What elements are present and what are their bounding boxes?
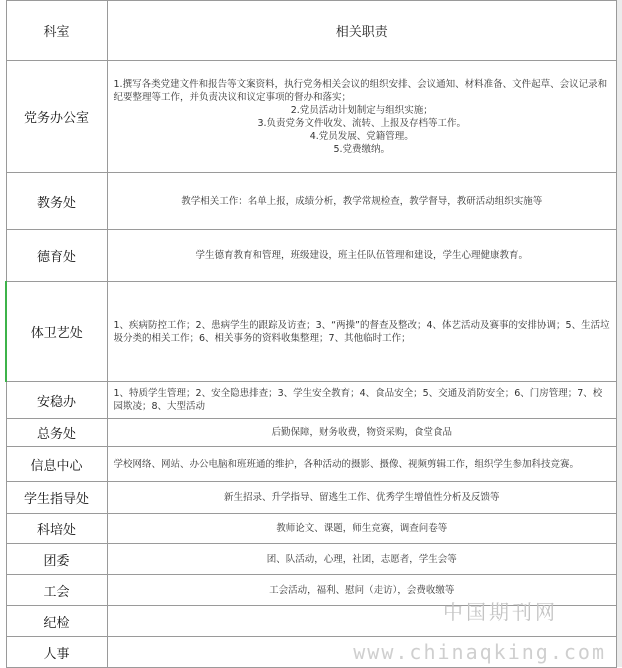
header-department: 科室 [6, 1, 107, 61]
department-cell: 教务处 [6, 173, 107, 230]
table-row [6, 447, 617, 482]
table-row [6, 514, 617, 544]
department-cell: 团委 [6, 544, 107, 575]
department-cell: 德育处 [6, 230, 107, 282]
table-row [6, 282, 617, 382]
duty-cell: 新生招录、升学指导、留逃生工作、优秀学生增值性分析及反馈等 [107, 482, 617, 514]
table-row [6, 482, 617, 514]
department-cell: 体卫艺处 [6, 282, 107, 382]
duty-cell: 教师论文、课题，师生竞赛，调查问卷等 [107, 514, 617, 544]
duty-cell: 1、特质学生管理；2、安全隐患排查；3、学生安全教育；4、食品安全；5、交通及消防安全；6、门房管理；7、校园欺凌；8、大型活动 [107, 382, 617, 419]
page-edge [617, 0, 622, 667]
table-row [6, 382, 617, 419]
table-row [6, 419, 617, 447]
table-row [6, 606, 617, 637]
table-row [6, 637, 617, 668]
watermark-url: www.chinaqking.com [353, 640, 606, 664]
duty-line: 2.党员活动计划制定与组织实施； [290, 104, 433, 116]
duty-cell: 后勤保障，财务收费，物资采购，食堂食品 [107, 419, 617, 447]
department-cell: 党务办公室 [6, 61, 107, 173]
duty-cell [107, 606, 617, 637]
department-cell: 学生指导处 [6, 482, 107, 514]
table-header-row [6, 1, 617, 61]
table-row [6, 575, 617, 606]
department-cell: 信息中心 [6, 447, 107, 482]
department-cell: 安稳办 [6, 382, 107, 419]
duty-line: 3.负责党务文件收发、流转、上报及存档等工作。 [257, 117, 467, 129]
department-cell: 人事 [6, 637, 107, 668]
table-row [6, 61, 617, 173]
table-row [6, 544, 617, 575]
duty-cell [107, 61, 617, 173]
duty-cell: 1、疾病防控工作；2、患病学生的跟踪及访查；3、“两操”的督查及整改；4、体艺活动及赛事的安排协调；5、生活垃圾分类的相关工作；6、相关事务的资料收集整理；7、其他临时工作； [107, 282, 617, 382]
duty-cell: 学生德育教育和管理，班级建设，班主任队伍管理和建设，学生心理健康教育。 [107, 230, 617, 282]
table-row [6, 173, 617, 230]
department-cell: 工会 [6, 575, 107, 606]
duty-table [5, 0, 617, 668]
duty-cell: 工会活动，福利、慰问（走访），会费收缴等 [107, 575, 617, 606]
duty-line: 1.撰写各类党建文件和报告等文案资料，执行党务相关会议的组织安排、会议通知、材料准备、文件起草、会议记录和纪要整理等工作，并负责决议和议定事项的督办和落实； [113, 78, 608, 103]
department-cell: 总务处 [6, 419, 107, 447]
duty-cell: 学校网络、网站、办公电脑和班班通的维护，各种活动的摄影、摄像、视频剪辑工作，组织学生参加科技竞赛。 [107, 447, 617, 482]
table-row [6, 230, 617, 282]
duty-cell: 团、队活动，心理，社团，志愿者，学生会等 [107, 544, 617, 575]
watermark-chinese: 中国期刊网 [443, 600, 558, 624]
department-cell: 纪检 [6, 606, 107, 637]
duty-line: 4.党员发展、党籍管理。 [309, 130, 414, 142]
duty-cell: 教学相关工作：名单上报，成绩分析，教学常规检查，教学督导，教研活动组织实施等 [107, 173, 617, 230]
duty-cell [107, 637, 617, 668]
duty-line: 5.党费缴纳。 [333, 143, 391, 155]
department-cell: 科培处 [6, 514, 107, 544]
header-duties: 相关职责 [107, 1, 617, 61]
